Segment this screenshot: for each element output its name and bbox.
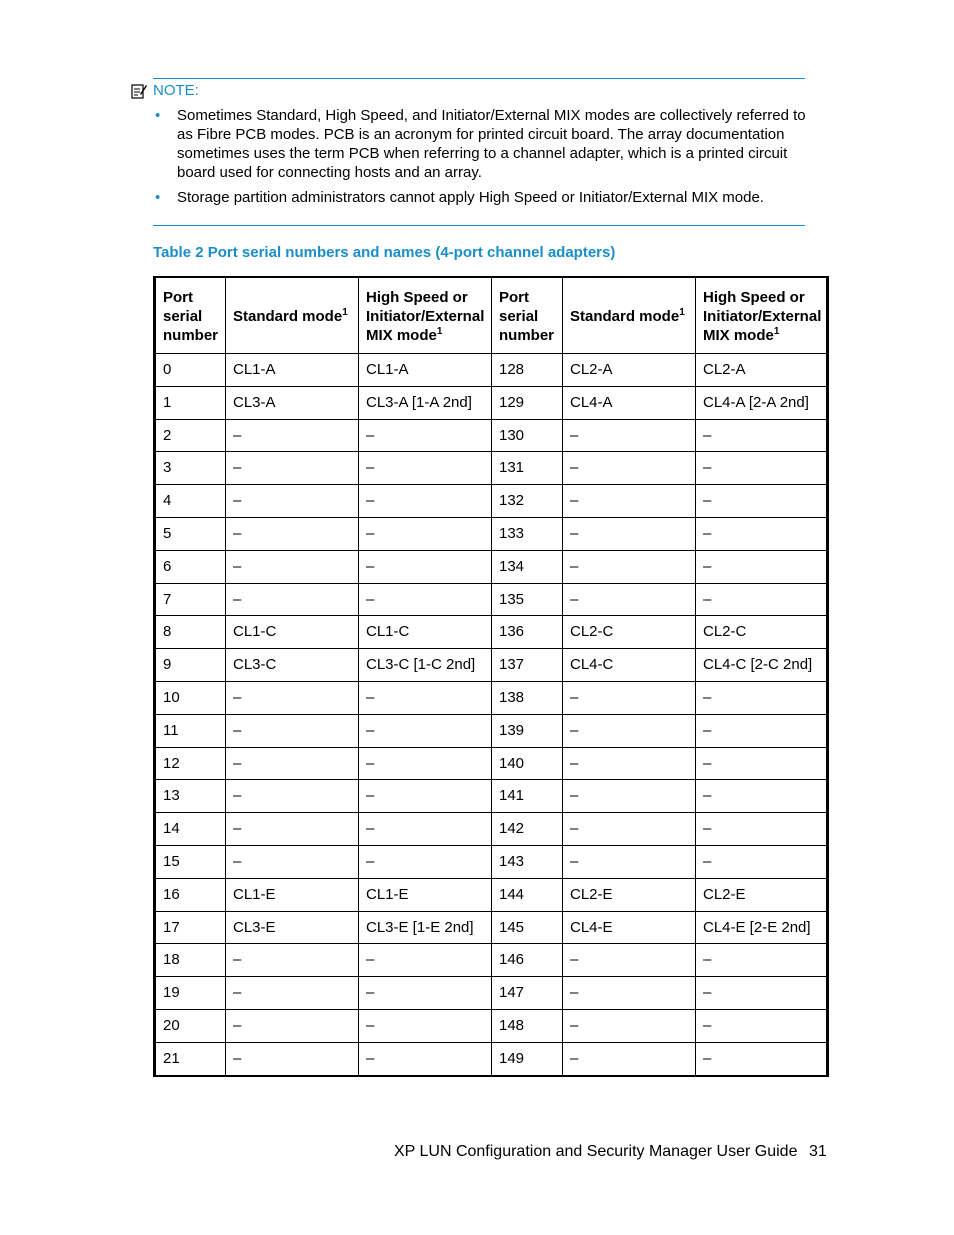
table-cell: 140: [492, 747, 563, 780]
table-cell: –: [226, 550, 359, 583]
footnote-marker: 1: [342, 306, 348, 318]
note-top-rule: [153, 78, 805, 79]
table-cell: CL4-A [2-A 2nd]: [696, 386, 828, 419]
table-row: [155, 386, 828, 419]
table-row: [155, 681, 828, 714]
table-cell: CL4-E: [563, 911, 696, 944]
table-cell: –: [359, 550, 492, 583]
table-cell: 128: [492, 354, 563, 387]
table-row: [155, 911, 828, 944]
table-cell: –: [226, 813, 359, 846]
table-row: [155, 714, 828, 747]
table-cell: –: [563, 813, 696, 846]
column-header: [226, 277, 359, 354]
table-row: [155, 616, 828, 649]
table-body: [155, 354, 828, 1076]
table-cell: 137: [492, 649, 563, 682]
table-header-row: [155, 277, 828, 354]
table-cell: –: [226, 681, 359, 714]
table-row: [155, 649, 828, 682]
table-cell: –: [563, 583, 696, 616]
column-header-label: Standard mode: [233, 307, 343, 325]
table-cell: 14: [155, 813, 226, 846]
table-cell: –: [359, 485, 492, 518]
table-cell: CL2-A: [563, 354, 696, 387]
table-cell: CL3-A [1-A 2nd]: [359, 386, 492, 419]
table-cell: –: [359, 845, 492, 878]
table-cell: 16: [155, 878, 226, 911]
table-cell: 6: [155, 550, 226, 583]
table-cell: –: [226, 485, 359, 518]
table-row: [155, 452, 828, 485]
table-cell: –: [359, 419, 492, 452]
table-cell: –: [563, 550, 696, 583]
table-cell: CL3-E [1-E 2nd]: [359, 911, 492, 944]
table-cell: 20: [155, 1009, 226, 1042]
table-row: [155, 550, 828, 583]
footnote-marker: 1: [773, 325, 780, 337]
table-cell: –: [359, 747, 492, 780]
table-cell: –: [696, 485, 828, 518]
table-caption: Table 2 Port serial numbers and names (4-port channel adapters): [153, 244, 616, 261]
table-cell: CL4-C: [563, 649, 696, 682]
table-cell: –: [563, 419, 696, 452]
table-cell: –: [226, 583, 359, 616]
table-row: [155, 1042, 828, 1075]
table-cell: –: [696, 1009, 828, 1042]
table-cell: 141: [492, 780, 563, 813]
table-cell: –: [563, 977, 696, 1010]
table-cell: –: [359, 944, 492, 977]
column-header: [492, 277, 563, 354]
table-cell: 2: [155, 419, 226, 452]
table-cell: CL4-A: [563, 386, 696, 419]
table-cell: 17: [155, 911, 226, 944]
table-cell: CL1-A: [359, 354, 492, 387]
table-cell: 142: [492, 813, 563, 846]
column-header-label: Port serial number: [163, 288, 219, 344]
table-cell: –: [359, 452, 492, 485]
table-cell: –: [696, 944, 828, 977]
column-header: [155, 277, 226, 354]
table-cell: 1: [155, 386, 226, 419]
table-cell: 135: [492, 583, 563, 616]
table-cell: –: [563, 452, 696, 485]
table-cell: CL3-C: [226, 649, 359, 682]
table-cell: –: [696, 747, 828, 780]
table-cell: CL1-C: [359, 616, 492, 649]
table-cell: 15: [155, 845, 226, 878]
port-serial-table: [153, 276, 829, 1077]
table-cell: CL3-C [1-C 2nd]: [359, 649, 492, 682]
table-cell: –: [696, 583, 828, 616]
note-item-text: Sometimes Standard, High Speed, and Initiator/External MIX modes are collectively referred to as Fibre PCB modes. PCB is an acronym for printed circuit board. The array documentation sometimes uses the term PCB when referring to a channel adapter, which is a printed circuit board used for connecting hosts and an array.: [177, 107, 806, 181]
column-header: [563, 277, 696, 354]
note-header: [131, 82, 199, 99]
table-cell: –: [359, 517, 492, 550]
footnote-marker: 1: [436, 325, 443, 337]
table-cell: 133: [492, 517, 563, 550]
table-cell: –: [226, 747, 359, 780]
table-cell: 11: [155, 714, 226, 747]
footer-guide-title: XP LUN Configuration and Security Manager User Guide: [394, 1143, 798, 1160]
table-row: [155, 813, 828, 846]
table-cell: 5: [155, 517, 226, 550]
table-cell: –: [563, 780, 696, 813]
table-cell: –: [696, 517, 828, 550]
table-cell: CL4-C [2-C 2nd]: [696, 649, 828, 682]
table-cell: –: [226, 977, 359, 1010]
note-pencil-icon: [131, 83, 147, 99]
table-cell: –: [563, 485, 696, 518]
bullet-icon: •: [155, 189, 161, 206]
table-cell: 134: [492, 550, 563, 583]
table-cell: 7: [155, 583, 226, 616]
table-cell: –: [563, 714, 696, 747]
table-cell: –: [359, 681, 492, 714]
table-cell: 4: [155, 485, 226, 518]
note-item-text: Storage partition administrators cannot apply High Speed or Initiator/External MIX mode.: [177, 189, 764, 206]
table-cell: 21: [155, 1042, 226, 1075]
table-row: [155, 878, 828, 911]
table-cell: –: [226, 452, 359, 485]
table-cell: 12: [155, 747, 226, 780]
table-cell: –: [226, 714, 359, 747]
table-cell: –: [696, 452, 828, 485]
table-cell: CL1-A: [226, 354, 359, 387]
table-cell: CL3-E: [226, 911, 359, 944]
note-label: NOTE:: [153, 82, 199, 99]
table-cell: 148: [492, 1009, 563, 1042]
table-cell: 19: [155, 977, 226, 1010]
note-list: [155, 106, 810, 213]
table-cell: 9: [155, 649, 226, 682]
table-cell: CL2-C: [563, 616, 696, 649]
table-cell: CL1-E: [359, 878, 492, 911]
table-row: [155, 747, 828, 780]
table-cell: –: [359, 813, 492, 846]
table-cell: CL3-A: [226, 386, 359, 419]
table-cell: –: [226, 517, 359, 550]
table-cell: 139: [492, 714, 563, 747]
footer-page-number: 31: [809, 1143, 827, 1160]
table-cell: –: [696, 1042, 828, 1075]
table-row: [155, 977, 828, 1010]
table-row: [155, 517, 828, 550]
table-cell: –: [563, 517, 696, 550]
note-item: [155, 106, 810, 182]
column-header-label: High Speed or Initiator/External MIX mode: [703, 288, 822, 344]
table-cell: 8: [155, 616, 226, 649]
table-row: [155, 583, 828, 616]
table-cell: CL1-C: [226, 616, 359, 649]
column-header-label: Port serial number: [499, 288, 555, 344]
table-cell: 144: [492, 878, 563, 911]
table-row: [155, 780, 828, 813]
table-cell: 138: [492, 681, 563, 714]
note-item: [155, 188, 810, 207]
table-cell: –: [563, 845, 696, 878]
table-cell: –: [226, 944, 359, 977]
table-row: [155, 354, 828, 387]
table-cell: –: [359, 1042, 492, 1075]
table-cell: CL4-E [2-E 2nd]: [696, 911, 828, 944]
table-cell: –: [226, 1009, 359, 1042]
table-cell: –: [696, 714, 828, 747]
column-header-label: Standard mode: [570, 307, 680, 325]
table-cell: 18: [155, 944, 226, 977]
table-cell: 149: [492, 1042, 563, 1075]
table-cell: –: [696, 419, 828, 452]
table-cell: –: [359, 583, 492, 616]
footnote-marker: 1: [679, 306, 685, 318]
table-cell: –: [226, 780, 359, 813]
table-cell: –: [696, 780, 828, 813]
table-cell: 132: [492, 485, 563, 518]
table-cell: 130: [492, 419, 563, 452]
note-bottom-rule: [153, 225, 805, 226]
table-cell: 3: [155, 452, 226, 485]
table-cell: 145: [492, 911, 563, 944]
table-cell: –: [563, 944, 696, 977]
bullet-icon: •: [155, 107, 161, 124]
table-cell: CL2-E: [696, 878, 828, 911]
table-cell: –: [359, 1009, 492, 1042]
table-cell: CL2-E: [563, 878, 696, 911]
table-cell: 129: [492, 386, 563, 419]
table-cell: –: [563, 681, 696, 714]
table-row: [155, 1009, 828, 1042]
table-cell: –: [359, 780, 492, 813]
table-cell: –: [226, 845, 359, 878]
table-cell: –: [696, 813, 828, 846]
table-row: [155, 845, 828, 878]
table-row: [155, 485, 828, 518]
table-cell: –: [563, 1009, 696, 1042]
column-header: [359, 277, 492, 354]
table-cell: 143: [492, 845, 563, 878]
table-cell: CL2-C: [696, 616, 828, 649]
table-row: [155, 944, 828, 977]
table-cell: –: [226, 419, 359, 452]
table-cell: –: [359, 977, 492, 1010]
table-cell: –: [696, 550, 828, 583]
table-cell: –: [359, 714, 492, 747]
table-cell: CL2-A: [696, 354, 828, 387]
table-cell: –: [696, 977, 828, 1010]
table-cell: 147: [492, 977, 563, 1010]
table-cell: 136: [492, 616, 563, 649]
table-cell: 10: [155, 681, 226, 714]
table-cell: –: [696, 681, 828, 714]
table-cell: –: [563, 1042, 696, 1075]
table-cell: 131: [492, 452, 563, 485]
table-row: [155, 419, 828, 452]
table-cell: –: [226, 1042, 359, 1075]
column-header: [696, 277, 828, 354]
table-cell: 13: [155, 780, 226, 813]
table-cell: 146: [492, 944, 563, 977]
table-cell: –: [563, 747, 696, 780]
table-cell: –: [696, 845, 828, 878]
table-cell: 0: [155, 354, 226, 387]
table-cell: CL1-E: [226, 878, 359, 911]
column-header-label: High Speed or Initiator/External MIX mode: [366, 288, 485, 344]
